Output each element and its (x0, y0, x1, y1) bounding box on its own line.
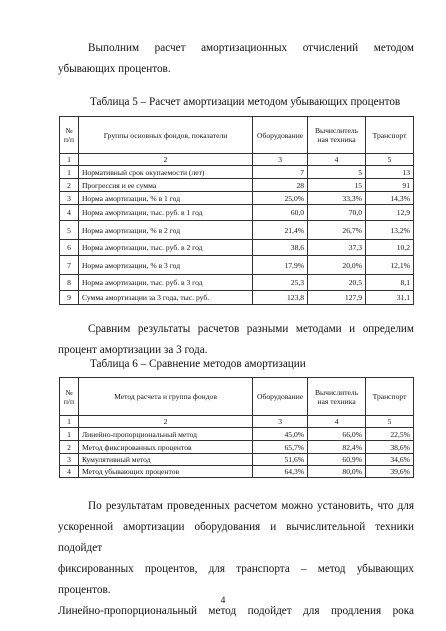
row-number: 3 (60, 454, 79, 466)
table6-header-row (60, 378, 414, 416)
table6-header-equipment: Оборудование (253, 378, 308, 416)
table6-header-method: Метод расчета и группа фондов (78, 378, 252, 416)
row-number: 7 (60, 256, 79, 275)
row-label: Прогрессия и ее сумма (78, 179, 252, 192)
row-number: 9 (60, 291, 79, 305)
row-label: Норма амортизации, тыс. руб. в 1 год (78, 205, 252, 221)
index-cell: 4 (308, 154, 366, 166)
value-transport: 31,1 (366, 291, 414, 305)
row-number: 5 (60, 221, 79, 240)
table-row (60, 454, 414, 466)
conclusion-line: По результатам проведенных расчетом можно установить, что для (88, 500, 414, 512)
value-transport: 8,1 (366, 275, 414, 291)
table5-header-equipment: Оборудование (253, 117, 308, 154)
value-computers: 37,3 (308, 240, 366, 256)
table5-index-row (60, 154, 414, 166)
page-number: 4 (220, 596, 226, 606)
row-label: Нормативный срок окупаемости (лет) (78, 166, 252, 179)
compare-paragraph: Сравним результаты расчетов разными методами и определим процент амортизации за 3 года. (58, 323, 414, 356)
table6 (59, 377, 414, 478)
table6-header-num: № п/п (60, 378, 79, 416)
table5-header-num: № п/п (60, 117, 79, 154)
index-cell: 4 (308, 416, 366, 428)
value-equipment: 25,3 (253, 275, 308, 291)
index-cell: 2 (78, 416, 252, 428)
table6-header-computers: Вычислитель ная техника (308, 378, 366, 416)
conclusion-line: ускоренной амортизации оборудования и вычислительной техники подойдет (58, 521, 414, 554)
index-cell: 2 (78, 154, 252, 166)
value-equipment: 17,9% (253, 256, 308, 275)
index-cell: 3 (253, 416, 308, 428)
table5-header-groups: Группы основных фондов, показатели (78, 117, 252, 154)
table-row (60, 240, 414, 256)
value-computers: 33,3% (308, 192, 366, 205)
value-computers: 82,4% (308, 441, 366, 454)
value-equipment: 123,8 (253, 291, 308, 305)
table5-header-row (60, 117, 414, 154)
row-label: Норма амортизации, % в 1 год (78, 192, 252, 205)
row-number: 4 (60, 466, 79, 478)
row-number: 3 (60, 192, 79, 205)
table5-header-computers: Вычислитель ная техника (308, 117, 366, 154)
value-computers: 20,5 (308, 275, 366, 291)
value-computers: 20,0% (308, 256, 366, 275)
value-computers: 66,0% (308, 428, 366, 441)
value-equipment: 51,6% (253, 454, 308, 466)
row-label: Сумма амортизации за 3 года, тыс. руб. (78, 291, 252, 305)
index-cell: 1 (60, 416, 79, 428)
table-row (60, 441, 414, 454)
value-transport: 13,2% (366, 221, 414, 240)
table6-caption: Таблица 6 – Сравнение методов амортизации (90, 358, 306, 370)
table-row (60, 179, 414, 192)
table-row (60, 428, 414, 441)
index-cell: 5 (366, 416, 414, 428)
index-cell: 3 (253, 154, 308, 166)
row-label: Метод убывающих процентов (78, 466, 252, 478)
value-equipment: 64,3% (253, 466, 308, 478)
index-cell: 1 (60, 154, 79, 166)
value-equipment: 25,0% (253, 192, 308, 205)
table-row (60, 466, 414, 478)
value-equipment: 38,6 (253, 240, 308, 256)
value-computers: 127,9 (308, 291, 366, 305)
table-row (60, 291, 414, 305)
index-cell: 5 (366, 154, 414, 166)
value-transport: 38,6% (366, 441, 414, 454)
table-row (60, 275, 414, 291)
value-equipment: 7 (253, 166, 308, 179)
conclusion-line: фиксированных процентов, для транспорта – метод убывающих процентов. (58, 563, 414, 596)
table5-header-transport: Транспорт (366, 117, 414, 154)
value-computers: 70,0 (308, 205, 366, 221)
value-equipment: 21,4% (253, 221, 308, 240)
row-number: 6 (60, 240, 79, 256)
row-number: 1 (60, 428, 79, 441)
row-label: Метод фиксированных процентов (78, 441, 252, 454)
table-row (60, 192, 414, 205)
table6-header-transport: Транспорт (366, 378, 414, 416)
intro-paragraph: Выполним расчет амортизационных отчислений методом убывающих процентов. (58, 42, 414, 75)
row-label: Кумулятивный метод (78, 454, 252, 466)
row-number: 2 (60, 441, 79, 454)
value-transport: 39,6% (366, 466, 414, 478)
value-transport: 91 (366, 179, 414, 192)
value-equipment: 28 (253, 179, 308, 192)
row-number: 2 (60, 179, 79, 192)
value-transport: 14,3% (366, 192, 414, 205)
row-label: Норма амортизации, % в 3 год (78, 256, 252, 275)
table5 (59, 116, 414, 305)
row-number: 1 (60, 166, 79, 179)
table-row (60, 166, 414, 179)
value-transport: 12,9 (366, 205, 414, 221)
table-row (60, 221, 414, 240)
value-computers: 60,9% (308, 454, 366, 466)
value-equipment: 60,0 (253, 205, 308, 221)
value-computers: 80,0% (308, 466, 366, 478)
row-label: Норма амортизации, % в 2 год (78, 221, 252, 240)
value-computers: 5 (308, 166, 366, 179)
value-computers: 26,7% (308, 221, 366, 240)
row-label: Линейно-пропорциональный метод (78, 428, 252, 441)
table5-caption: Таблица 5 – Расчет амортизации методом убывающих процентов (90, 96, 401, 108)
table-row (60, 205, 414, 221)
value-transport: 12,1% (366, 256, 414, 275)
conclusion-line: Линейно-пропорциональный метод подойдет для продления рока (58, 605, 414, 617)
value-transport: 34,6% (366, 454, 414, 466)
value-transport: 22,5% (366, 428, 414, 441)
value-transport: 13 (366, 166, 414, 179)
value-equipment: 45,0% (253, 428, 308, 441)
row-label: Норма амортизации, тыс. руб. в 3 год (78, 275, 252, 291)
value-computers: 15 (308, 179, 366, 192)
row-label: Норма амортизации, тыс. руб. в 2 год (78, 240, 252, 256)
row-number: 8 (60, 275, 79, 291)
table6-index-row (60, 416, 414, 428)
row-number: 4 (60, 205, 79, 221)
table-row (60, 256, 414, 275)
value-equipment: 65,7% (253, 441, 308, 454)
value-transport: 10,2 (366, 240, 414, 256)
